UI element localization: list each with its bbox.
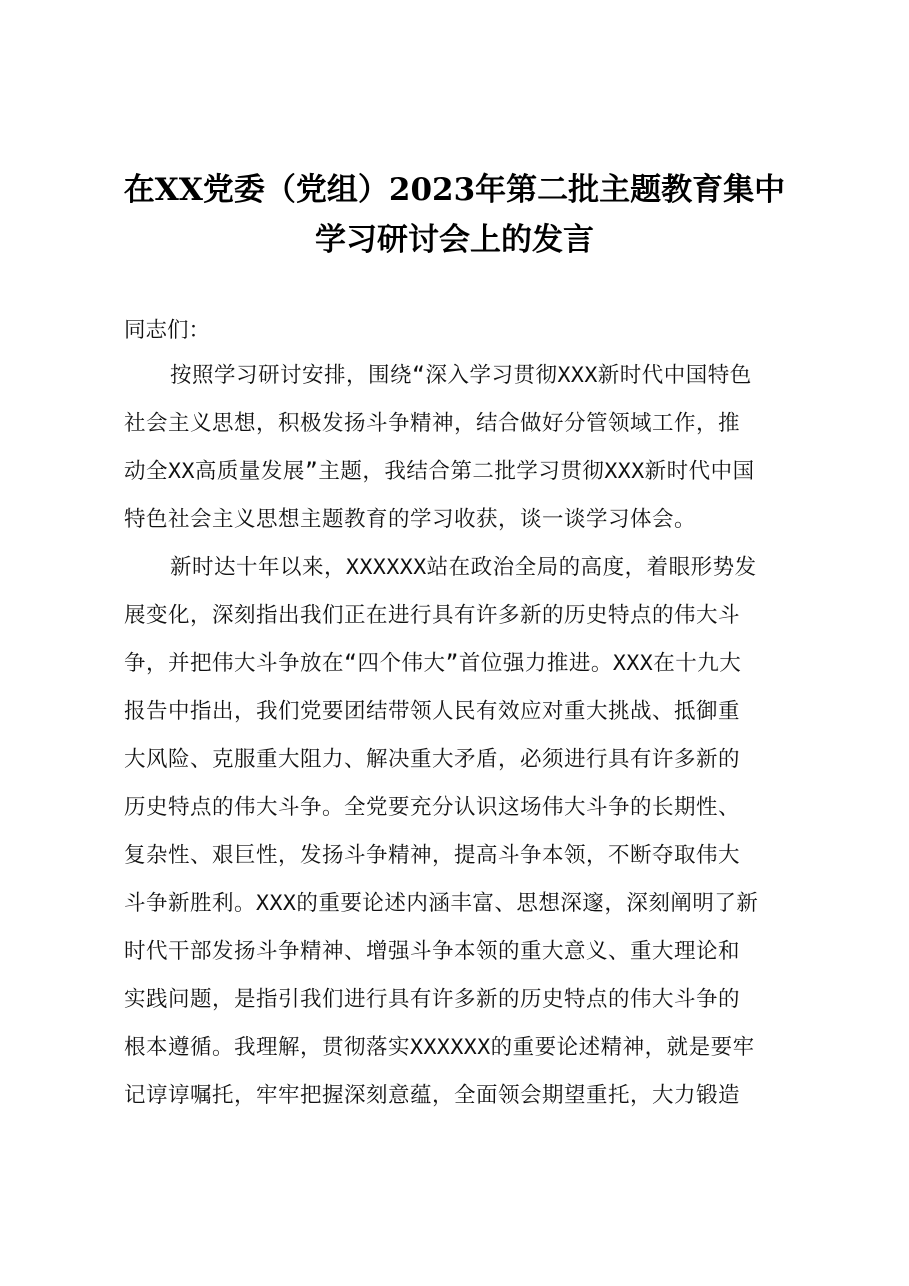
paragraph-2 [124, 544, 824, 1120]
salutation: 同志们： [124, 318, 211, 343]
paragraph-line: 展变化，深刻指出我们正在进行具有许多新的历史特点的伟大斗 [124, 603, 741, 628]
paragraph-line: 大风险、克服重大阻力、解决重大矛盾，必须进行具有许多新的 [124, 747, 741, 772]
paragraph-line: 社会主义思想，积极发扬斗争精神，结合做好分管领域工作，推 [124, 411, 741, 436]
document-title-line-2: 学习研讨会上的发言 [315, 222, 594, 258]
paragraph-line: 实践问题，是指引我们进行具有许多新的历史特点的伟大斗争的 [124, 987, 741, 1012]
paragraph-line: 争，并把伟大斗争放在“四个伟大”首位强力推进。XXX在十九大 [124, 651, 742, 676]
paragraph-line: 根本遵循。我理解，贯彻落实XXXXXX的重要论述精神，就是要牢 [124, 1035, 755, 1060]
paragraph-line: 按照学习研讨安排，围绕“深入学习贯彻XXX新时代中国特色 [170, 363, 752, 388]
document-title-line-1: 在XX党委（党组）2023年第二批主题教育集中 [123, 172, 786, 208]
paragraph-line: 记谆谆嘱托，牢牢把握深刻意蕴，全面领会期望重托，大力锻造 [124, 1083, 741, 1108]
paragraph-line: 特色社会主义思想主题教育的学习收获，谈一谈学习体会。 [124, 507, 697, 532]
paragraph-line: 历史特点的伟大斗争。全党要充分认识这场伟大斗争的长期性、 [124, 795, 741, 820]
paragraph-line: 新时达十年以来，XXXXXX站在政治全局的高度，着眼形势发 [170, 555, 757, 580]
paragraph-line: 动全XX高质量发展”主题，我结合第二批学习贯彻XXX新时代中国 [124, 459, 755, 484]
paragraph-line: 复杂性、艰巨性，发扬斗争精神，提高斗争本领，不断夺取伟大 [124, 843, 741, 868]
paragraph-1 [124, 352, 824, 544]
paragraph-line: 斗争新胜利。XXX的重要论述内涵丰富、思想深邃，深刻阐明了新 [124, 891, 759, 916]
paragraph-line: 报告中指出，我们党要团结带领人民有效应对重大挑战、抵御重 [124, 699, 741, 724]
paragraph-line: 时代干部发扬斗争精神、增强斗争本领的重大意义、重大理论和 [124, 939, 741, 964]
